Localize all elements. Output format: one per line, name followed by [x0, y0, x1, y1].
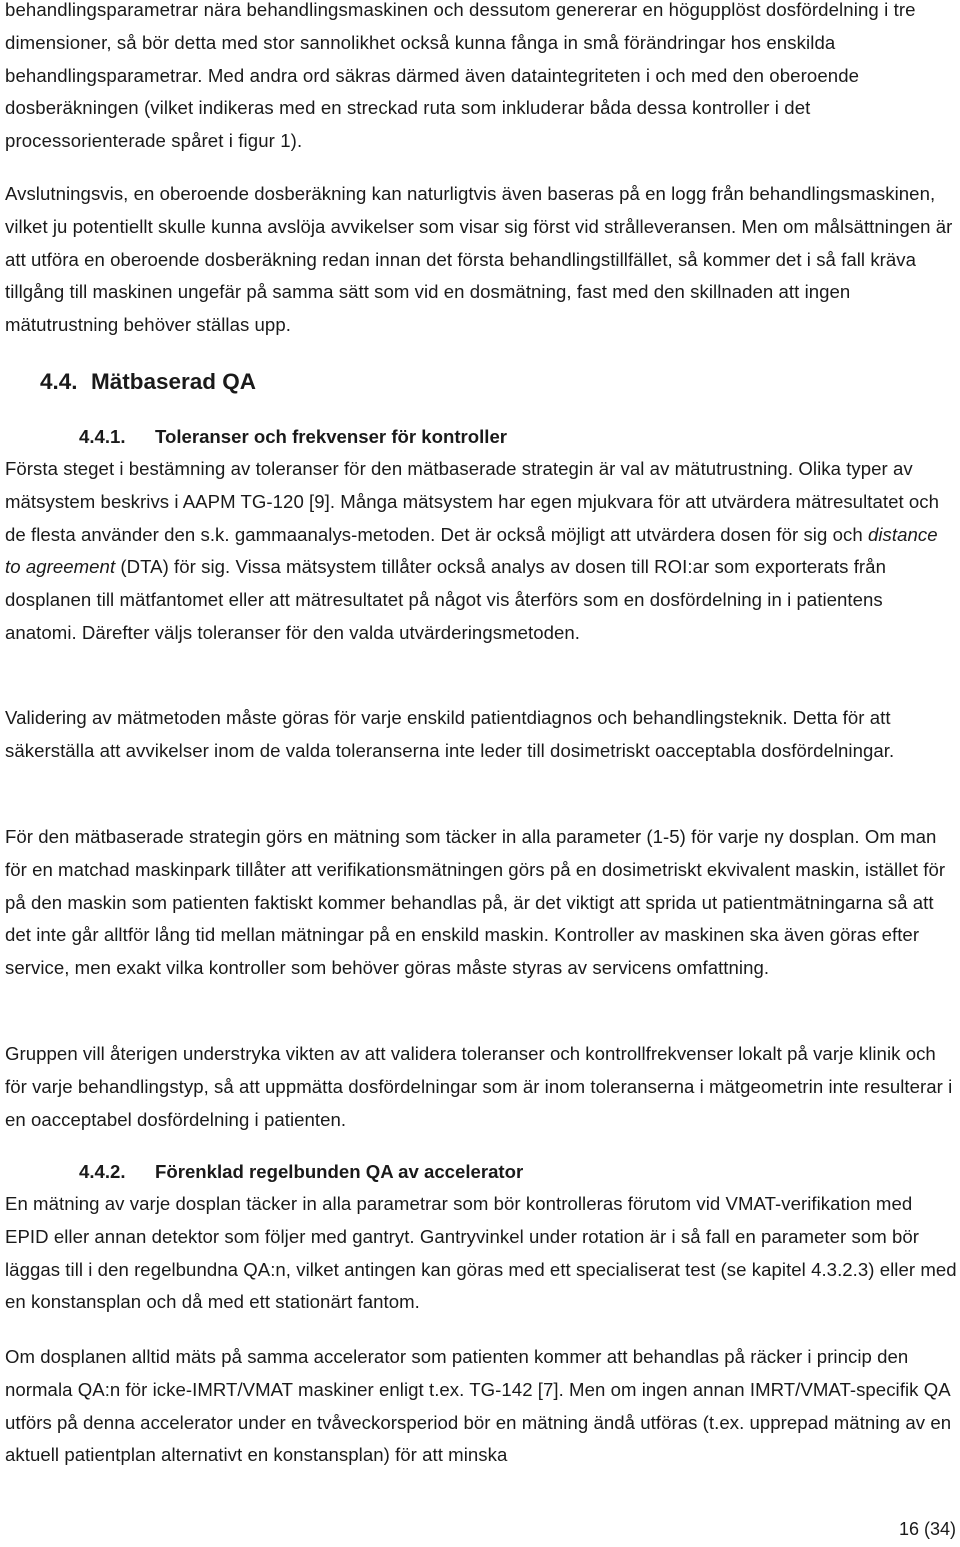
emphasis-term: distance to agreement [5, 523, 938, 578]
paragraph-accelerator: Om dosplanen alltid mäts på samma accelerator som patienten kommer att behandlas på räcker i princip den normala QA:n för icke-IMRT/VMAT maskiner enligt t.ex. TG-142 [7]. Men om ingen annan IMRT/VMAT-specifik QA utförs på denna accelerator under en tvåveckorsperiod bör en mätning ändå utföras (t.ex. upprepad mätning av en aktuell patientplan alternativt en konstansplan) för att minska [5, 1346, 952, 1466]
section-number: 4.4. [40, 369, 78, 394]
subsection-number: 4.4.1. [79, 426, 126, 447]
paragraph-continuation: behandlingsparametrar nära behandlingsmaskinen och dessutom genererar en högupplöst dosfördelning i tre dimensioner, så bör detta med stor sannolikhet också kunna fånga in små förändringar hos enskilda behandlingsparametrar. Med andra ord säkras därmed även dataintegriteten i och med den oberoende dosberäkningen (vilket indikeras med en streckad ruta som inkluderar båda dessa kontroller i det processorienterade spåret i figur 1). [5, 0, 916, 152]
subsection-title: Förenklad regelbunden QA av accelerator [155, 1161, 524, 1182]
paragraph-strategy: För den mätbaserade strategin görs en mätning som täcker in alla parameter (1-5) för varje ny dosplan. Om man för en matchad maskinpark tillåter att verifikationsmätningen görs på en dosimetriskt ekvivalent maskin, istället för på den maskin som patienten faktiskt kommer behandlas på, är det viktigt att sprida ut patientmätningarna så att det inte går alltför lång tid mellan mätningar på en enskild maskin. Kontroller av maskinen ska även göras efter service, men exakt vilka kontroller som behöver göras måste styras av servicens omfattning. [5, 826, 946, 979]
paragraph-validation: Validering av mätmetoden måste göras för varje enskild patientdiagnos och behandlingsteknik. Detta för att säkerställa att avvikelser inom de valda toleranserna inte leder till dosimetriskt oacceptabla dosfördelningar. [5, 707, 895, 761]
subsection-number: 4.4.2. [79, 1161, 126, 1182]
paragraph-text: Första steget i bestämning av toleranser för den mätbaserade strategin är val av mätutrustning. Olika typer av mätsystem beskrivs i AAPM TG-120 [9]. Många mätsystem har egen mjukvara för att utvärdera mätresultatet och de flesta använder den s.k. gammaanalys-metoden. Det är också möjligt att utvärdera dosen för sig och [5, 458, 940, 545]
paragraph-text: (DTA) för sig. Vissa mätsystem tillåter också analys av dosen till ROI:ar som exporterats från dosplanen till mätfantomet eller att mätresultatet på något vis återförs som en dosfördelning in i patientens anatomi. Därefter väljs toleranser för den valda utvärderingsmetoden. [5, 556, 886, 643]
section-heading [40, 366, 256, 398]
paragraph-conclusion: Avslutningsvis, en oberoende dosberäkning kan naturligtvis även baseras på en logg från behandlingsmaskinen, vilket ju potentiellt skulle kunna avslöja avvikelser som visar sig först vid strålleveransen. Men om målsättningen är att utföra en oberoende dosberäkning redan innan det första behandlingstillfället, så kommer det i så fall kräva tillgång till maskinen ungefär på samma sätt som vid en dosmätning, fast med den skillnaden att ingen mätutrustning behöver ställas upp. [5, 183, 953, 336]
section-title: Mätbaserad QA [91, 369, 257, 394]
paragraph-simplified-qa: En mätning av varje dosplan täcker in alla parametrar som bör kontrolleras förutom vid VMAT-verifikation med EPID eller annan detektor som följer med gantryt. Gantryvinkel under rotation är i så fall en parameter som bör läggas till i den regelbundna QA:n, vilket antingen kan göras med ett specialiserat test (se kapitel 4.3.2.3) eller med en konstansplan och då med ett stationärt fantom. [5, 1193, 957, 1313]
subsection-heading [79, 421, 507, 454]
subsection-heading [79, 1156, 523, 1189]
paragraph-tolerances [5, 453, 957, 650]
paragraph-group: Gruppen vill återigen understryka vikten av att validera toleranser och kontrollfrekvenser lokalt på varje klinik och för varje behandlingstyp, så att uppmätta dosfördelningar som är inom toleranserna i mätgeometrin inte resulterar i en oacceptabel dosfördelning i patienten. [5, 1043, 953, 1130]
page-number: 16 (34) [898, 1519, 956, 1539]
subsection-title: Toleranser och frekvenser för kontroller [155, 426, 508, 447]
